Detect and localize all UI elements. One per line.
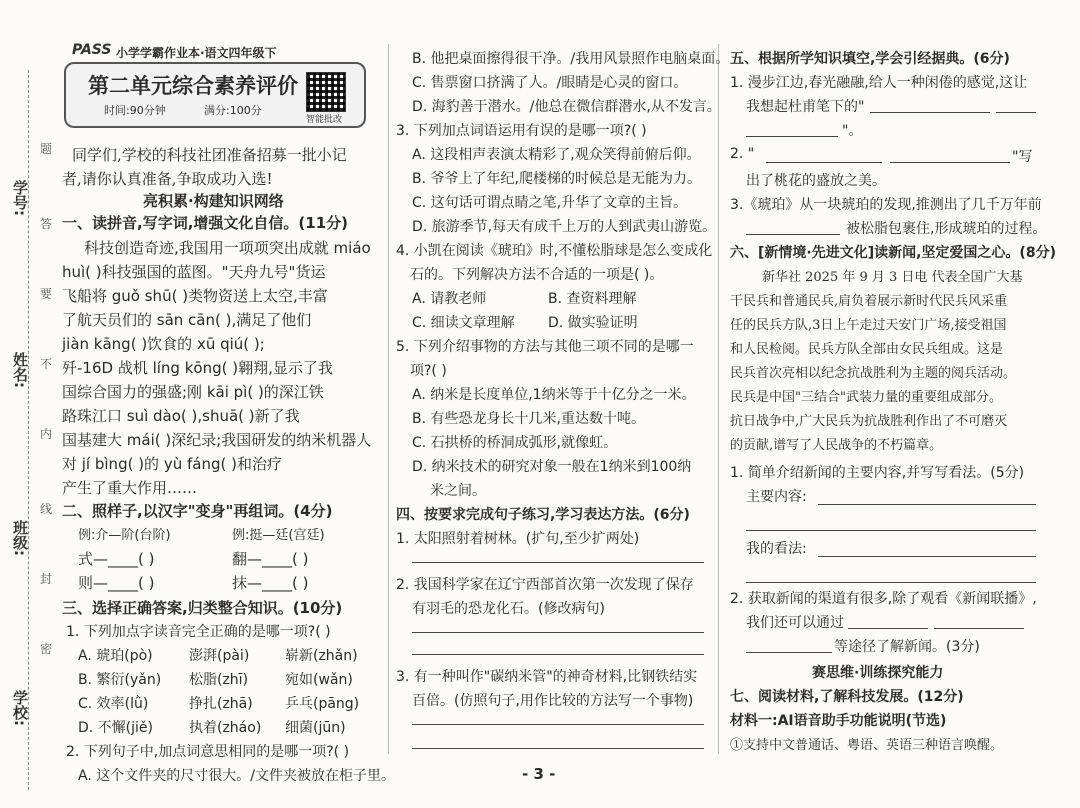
news-line: 抗日战争中,广大民兵为抗战胜利作出了不可磨灭: [730, 414, 1008, 429]
qr-code-icon: [306, 72, 346, 112]
fill-blank[interactable]: [870, 112, 990, 113]
q1-line: 国基建大 mái( )深纪录;我国研发的纳米机器人: [62, 431, 372, 449]
q3-option[interactable]: B. 查资料理解: [548, 291, 637, 307]
q3-option[interactable]: B. 有些恐龙身长十几米,重达数十吨。: [412, 411, 645, 427]
page-title: 第二单元综合素养评价: [88, 74, 298, 98]
material-title: 材料一:AI语音助手功能说明(节选): [730, 713, 947, 729]
q1-title: 一、读拼音,写字词,增强文化自信。(11分): [62, 214, 348, 232]
seal-char: 不: [40, 357, 53, 371]
main-content-label: 主要内容:: [746, 489, 807, 505]
news-line: 和人民检阅。民兵方队全部由女民兵组成。这是: [730, 342, 1004, 357]
column-divider: [718, 44, 719, 754]
q5-item: "。: [842, 123, 863, 139]
q1-line: 国综合国力的强盛;刚 kāi pì( )的深江铁: [62, 383, 324, 401]
answer-line[interactable]: [818, 504, 1036, 505]
q2-example: 例:介—阶(台阶): [78, 528, 171, 543]
q3-option[interactable]: D. 纳米技术的研究对象一般在1纳米到100纳: [412, 459, 692, 475]
q5-item: 我想起杜甫笔下的": [746, 99, 865, 115]
intro-line: 者,请你认真准备,争取成功入选!: [62, 170, 273, 188]
q3-option[interactable]: A. 琥珀(pò): [78, 648, 153, 664]
q3-option[interactable]: B. 他把桌面擦得很干净。/我用风景照作电脑桌面。: [412, 51, 730, 67]
answer-line[interactable]: [412, 654, 704, 655]
q3-title: 三、选择正确答案,归类整合知识。(10分): [62, 599, 343, 617]
news-line: 任的民兵方队,3日上午走过天安门广场,接受祖国: [730, 318, 1007, 333]
part2-title: 赛思维·训练探究能力: [812, 665, 944, 681]
seal-char: 内: [40, 427, 53, 441]
q6-title: 六、[新情境·先进文化]读新闻,坚定爱国之心。(8分): [730, 245, 1056, 261]
q3-sub2: 2. 下列句子中,加点词意思相同的是哪一项?( ): [66, 744, 350, 760]
q2-blank[interactable]: 则—____( ): [78, 574, 155, 592]
q4-item: 1. 太阳照射着树林。(扩句,至少扩两处): [396, 531, 640, 547]
class-label: 班级:: [11, 520, 29, 556]
q2-blank[interactable]: 式—____( ): [78, 550, 155, 568]
fill-blank[interactable]: [746, 652, 832, 653]
answer-line[interactable]: [412, 724, 704, 725]
q3-sub5: 5. 下列介绍事物的方法与其他三项不同的是哪一: [396, 339, 694, 355]
q3-option-word: 宛如(wǎn): [285, 672, 353, 688]
q7-title: 七、阅读材料,了解科技发展。(12分): [730, 689, 964, 705]
my-view-label: 我的看法:: [746, 541, 807, 557]
q6-sub2: 2. 获取新闻的渠道有很多,除了观看《新闻联播》,: [730, 591, 1037, 607]
news-line: 民兵首次亮相以纪念抗战胜利为主题的阅兵活动。: [730, 366, 1017, 381]
q3-sub4: 4. 小凯在阅读《琥珀》时,不懂松脂球是怎么变成化: [396, 243, 713, 259]
q5-item: "写: [1012, 149, 1033, 165]
answer-line[interactable]: [746, 582, 1036, 583]
news-line: 干民兵和普通民兵,肩负着展示新时代民兵风采重: [730, 294, 1008, 309]
q3-option-word: 执着(zháo): [189, 720, 262, 736]
q3-option-word: 崭新(zhǎn): [285, 648, 358, 664]
q5-item: 2. ": [730, 146, 755, 162]
q1-line: 对 jí bìng( )的 yù fáng( )和治疗: [62, 455, 282, 473]
q3-option[interactable]: A. 这个文件夹的尺寸很大。/文件夹被放在柜子里。: [78, 768, 395, 784]
q5-title: 五、根据所学知识填空,学会引经据典。(6分): [730, 51, 1010, 67]
q3-option[interactable]: C. 细读文章理解: [412, 315, 515, 331]
q5-item: 3.《琥珀》从一块琥珀的发现,推测出了几千万年前: [730, 197, 1042, 213]
q5-item: 被松脂包裹住,形成琥珀的过程。: [846, 221, 1047, 237]
intro-line: 同学们,学校的科技社团准备招募一批小记: [72, 146, 347, 164]
q3-option-word: 乒乓(pāng): [285, 696, 360, 712]
fill-blank[interactable]: [766, 162, 882, 163]
q4-item: 有羽毛的恐龙化石。(修改病句): [412, 601, 605, 617]
q2-blank[interactable]: 抹—____( ): [232, 574, 309, 592]
q3-option[interactable]: B. 繁衍(yǎn): [78, 672, 162, 688]
answer-line[interactable]: [412, 748, 704, 749]
page-number: - 3 -: [522, 765, 556, 783]
answer-line[interactable]: [412, 632, 704, 633]
exam-time: 时间:90分钟: [104, 104, 166, 117]
part1-title: 亮积累·构建知识网络: [143, 192, 284, 210]
exam-score: 满分:100分: [204, 104, 262, 117]
school-label: 学校:: [11, 690, 29, 726]
qr-label: 智能批改: [306, 115, 343, 125]
q3-sub4: 石的。下列解决方法不合适的一项是( )。: [410, 267, 664, 283]
q1-line: 科技创造奇迹,我国用一项项突出成就 miáo: [84, 239, 371, 257]
q1-line: jiàn kāng( )饮食的 xū qiú( );: [62, 335, 265, 353]
material-line: ①支持中文普通话、粤语、英语三种语言唤醒。: [730, 738, 1004, 753]
q3-option[interactable]: A. 请教老师: [412, 291, 487, 307]
brand-logo: PASS: [72, 42, 112, 58]
q6-sub2: 我们还可以通过: [746, 615, 844, 631]
q3-option-cont: 米之间。: [430, 483, 486, 499]
q3-sub1: 1. 下列加点字读音完全正确的是哪一项?( ): [66, 624, 331, 640]
q3-option[interactable]: D. 旅游季节,每天有成千上万的人到武夷山游览。: [412, 219, 717, 235]
news-line: 民兵是中国"三结合"武装力量的重要组成部分。: [730, 390, 1002, 405]
q3-option[interactable]: B. 爷爷上了年纪,爬楼梯的时候总是无能为力。: [412, 171, 701, 187]
q3-sub3: 3. 下列加点词语运用有误的是哪一项?( ): [396, 123, 647, 139]
q4-item: 2. 我国科学家在辽宁西部首次第一次发现了保存: [396, 577, 694, 593]
q6-sub1: 1. 简单介绍新闻的主要内容,并写写看法。(5分): [730, 465, 1025, 481]
q6-sub2: 等途径了解新闻。(3分): [834, 639, 980, 655]
q1-line: 了航天员们的 sān cān( ),满足了他们: [62, 311, 312, 329]
student-no-label: 学号:: [11, 180, 29, 216]
q4-title: 四、按要求完成句子练习,学习表达方法。(6分): [396, 507, 690, 523]
fill-blank[interactable]: [996, 112, 1036, 113]
seal-char: 题: [40, 142, 53, 156]
q3-option[interactable]: C. 售票窗口挤满了人。/眼睛是心灵的窗口。: [412, 75, 688, 91]
answer-line[interactable]: [818, 556, 1036, 557]
q3-option[interactable]: D. 海豹善于潜水。/他总在微信群潜水,从不发言。: [412, 99, 721, 115]
answer-line[interactable]: [746, 530, 1036, 531]
news-line: 新华社 2025 年 9 月 3 日电 代表全国广大基: [762, 270, 1023, 285]
q4-item: 百倍。(仿照句子,用作比较的方法写一个事物): [412, 693, 694, 709]
q1-line: 飞船将 guǒ shū( )类物资送上太空,丰富: [62, 287, 328, 305]
fill-blank[interactable]: [746, 234, 840, 235]
name-label: 姓名:: [11, 352, 29, 388]
q2-blank[interactable]: 翻—____( ): [232, 550, 309, 568]
seal-char: 要: [40, 287, 53, 301]
q3-option[interactable]: C. 效率(lǜ): [78, 696, 149, 712]
fill-blank[interactable]: [890, 162, 1010, 163]
q3-option[interactable]: C. 石拱桥的桥洞成弧形,就像虹。: [412, 435, 618, 451]
q5-item: 出了桃花的盛放之美。: [746, 173, 886, 189]
fill-blank[interactable]: [848, 628, 928, 629]
column-divider: [388, 44, 389, 754]
seal-char: 答: [40, 217, 53, 231]
series-title: 小学学霸作业本·语文四年级下: [116, 46, 277, 60]
q3-option-word: 澎湃(pài): [189, 648, 250, 664]
seal-char: 线: [40, 502, 53, 516]
q3-option[interactable]: C. 这句话可谓点睛之笔,升华了文章的主旨。: [412, 195, 688, 211]
fill-blank[interactable]: [746, 136, 838, 137]
news-line: 的贡献,谱写了人民战争的不朽篇章。: [730, 438, 943, 453]
q1-line: 路珠江口 suì dào( ),shuā( )新了我: [62, 407, 300, 425]
q2-title: 二、照样子,以汉字"变身"再组词。(4分): [62, 502, 333, 520]
answer-line[interactable]: [412, 562, 704, 563]
q3-option-word: 挣扎(zhā): [189, 696, 253, 712]
q3-option[interactable]: D. 不懈(jiě): [78, 720, 153, 736]
q3-option[interactable]: A. 这段相声表演太精彩了,观众笑得前俯后仰。: [412, 147, 701, 163]
binding-line: [28, 70, 29, 790]
q5-item: 1. 漫步江边,春光融融,给人一种闲倦的感觉,这让: [730, 75, 1028, 91]
q3-sub5: 项?( ): [410, 363, 447, 379]
q1-line: 歼-16D 战机 líng kōng( )翱翔,显示了我: [62, 359, 333, 377]
q2-example: 例:挺—廷(宫廷): [232, 528, 325, 543]
q1-line: 产生了重大作用……: [62, 479, 198, 497]
fill-blank[interactable]: [934, 628, 1024, 629]
q1-line: huì( )科技强国的蓝图。"天舟九号"货运: [62, 263, 326, 281]
seal-char: 封: [40, 572, 53, 586]
q3-option[interactable]: A. 纳米是长度单位,1纳米等于十亿分之一米。: [412, 387, 696, 403]
seal-char: 密: [40, 642, 53, 656]
q3-option-word: 松脂(zhī): [189, 672, 249, 688]
q4-item: 3. 有一种叫作"碳纳米管"的神奇材料,比钢铁结实: [396, 669, 698, 685]
q3-option[interactable]: D. 做实验证明: [548, 315, 638, 331]
q3-option-word: 细菌(jūn): [285, 720, 346, 736]
